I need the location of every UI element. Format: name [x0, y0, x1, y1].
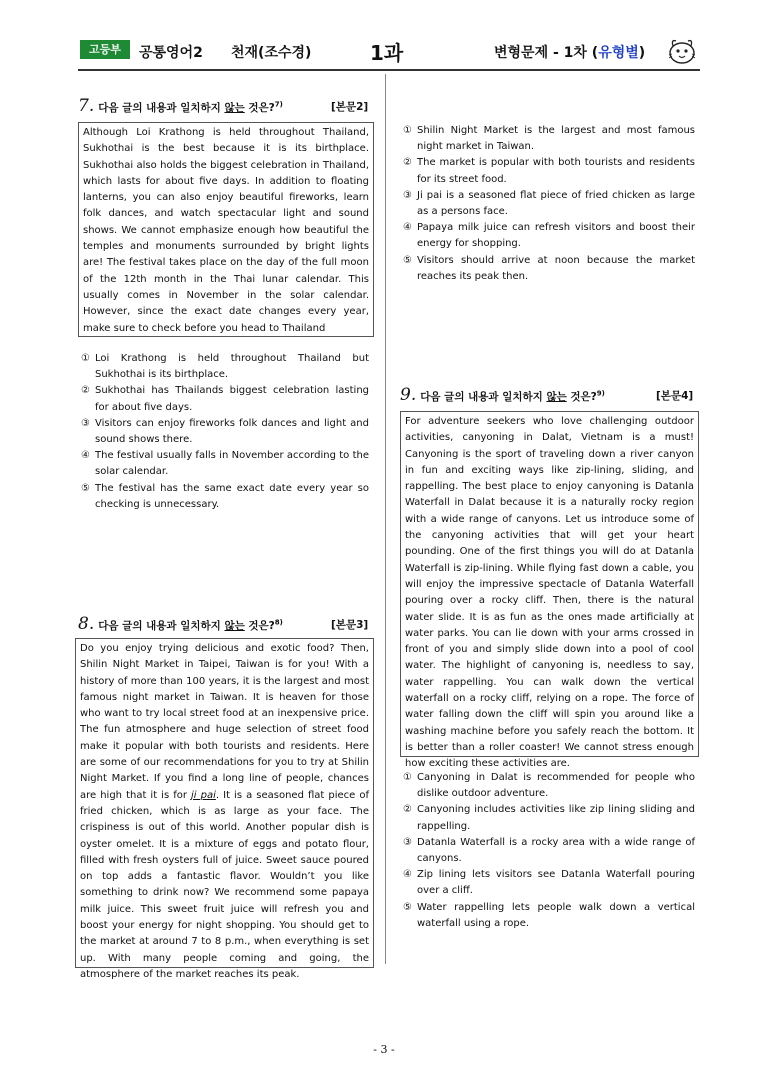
question-prompt-end: 것은?: [244, 102, 275, 114]
exam-type-prefix: 변형문제 - 1차 (: [494, 45, 599, 61]
cartoon-face-icon: [667, 36, 697, 66]
option-marker: ③: [403, 189, 412, 201]
question-prompt: 다음 글의 내용과 일치하지: [420, 391, 547, 403]
exam-type-highlight: 유형별: [598, 45, 639, 61]
answer-option[interactable]: [403, 123, 695, 155]
page-header: [78, 36, 700, 66]
subject-title: 공통영어2: [139, 45, 203, 61]
option-marker: ⑤: [403, 254, 412, 266]
passage-text: Do you enjoy trying delicious and exotic food? Then, Shilin Night Market in Taipei, Taiwan is for you! With a history of more than 100 years, it is the largest and most famous night market in Taiwan. It is heaven for those who want to try local street food at an inexpensive price. The fun atmosphere and huge selection of street food make it popular with both tourists and residents. Here are some of our recommendations for you to try at Shilin Night Market. If you find a long line of people, chances are high that it is for: [80, 643, 369, 801]
question-8-passage: [75, 638, 374, 980]
passage-emphasis: ji pai: [191, 789, 216, 801]
passage-text-continued: . It is a seasoned flat piece of fried chicken, which is as large as your face. The crispiness is out of this world. Another popular dish is oyster omelet. It is a mixture of eggs and potato flour, filled with fresh oysters full of juice. Sweet sauce poured on top adds a fantastic flavor. Wouldn’t you like something to drink now? We recommend some papaya milk juice. This sweet fruit juice will refresh you and boost your energy for night shopping. You should get to the market at around 7 to 8 p.m., when everything is set up. With many people coming and going, the atmosphere of the market reaches its peak.: [80, 789, 369, 980]
option-text: Papaya milk juice can refresh visitors and boost their energy for shopping.: [417, 222, 695, 250]
option-text: The festival has the same exact date every year so checking is unnecessary.: [95, 482, 369, 510]
footnote-marker: 7): [274, 100, 283, 109]
option-text: Visitors can enjoy fireworks folk dances and light and sound shows there.: [95, 417, 369, 446]
option-marker: ④: [81, 450, 90, 462]
option-marker: ⑤: [403, 901, 412, 913]
page-number: - 3 -: [373, 1043, 395, 1056]
option-marker: ②: [403, 157, 412, 169]
question-9-options: [403, 770, 695, 932]
option-text: Visitors should arrive at noon because the market reaches its peak then.: [417, 254, 695, 282]
option-text: Zip lining lets visitors see Datanla Waterfall pouring over a cliff.: [417, 869, 695, 897]
option-marker: ⑤: [81, 482, 90, 494]
answer-option[interactable]: [81, 416, 369, 448]
answer-option[interactable]: [403, 900, 695, 932]
passage-reference: [본문3]: [331, 619, 369, 631]
option-text: Water rappelling lets people walk down a vertical waterfall using a rope.: [417, 901, 695, 929]
publisher-name: 천재(조수경): [231, 45, 312, 61]
option-text: Canyoning in Dalat is recommended for people who dislike outdoor adventure.: [417, 772, 695, 800]
option-marker: ②: [403, 804, 412, 816]
answer-option[interactable]: [81, 481, 369, 513]
question-9-title: [400, 385, 696, 405]
option-text: Canyoning includes activities like zip lining sliding and rappelling.: [417, 804, 695, 832]
question-7-title: [78, 96, 368, 116]
question-prompt-end: 것은?: [244, 620, 275, 632]
footnote-marker: 9): [596, 389, 605, 398]
option-marker: ①: [81, 353, 90, 364]
option-text: Ji pai is a seasoned flat piece of fried chicken as large as a persons face.: [417, 189, 695, 218]
question-prompt-emphasis: 않는: [224, 102, 245, 114]
answer-option[interactable]: [403, 155, 695, 187]
passage-text: Although Loi Krathong is held throughout Thailand, Sukhothai is the best because it is its birthplace. Sukhothai also holds the biggest celebration in Thailand, which lasts for about five days. In addition to floating lanterns, you can also enjoy beautiful fireworks, learn folk dances, and watch spectacular light and sound shows. We cannot emphasize enough how beautiful the temples and monuments surrounded by bright lights are! The festival takes place on the day of the full moon of the 12th month in the Thai lunar calendar. This usually comes in November in the solar calendar. However, since the exact date changes every year, make sure to check before you head to Thailand: [83, 127, 369, 334]
question-9-passage: [400, 411, 699, 770]
answer-option[interactable]: [81, 448, 369, 480]
question-prompt-emphasis: 않는: [224, 620, 245, 632]
answer-option[interactable]: [403, 802, 695, 834]
exam-type-suffix: ): [638, 45, 646, 61]
question-number: 9.: [400, 385, 417, 405]
option-marker: ②: [81, 385, 90, 397]
option-text: Shilin Night Market is the largest and most famous night market in Taiwan.: [417, 125, 695, 153]
question-prompt: 다음 글의 내용과 일치하지: [98, 102, 225, 114]
answer-option[interactable]: [403, 835, 695, 867]
option-marker: ①: [403, 125, 412, 136]
passage-reference: [본문4]: [656, 390, 694, 402]
question-prompt-end: 것은?: [566, 391, 597, 403]
question-8-title: [78, 614, 368, 634]
footnote-marker: 8): [274, 618, 283, 627]
option-marker: ③: [81, 417, 90, 429]
header-divider: [78, 69, 700, 71]
exam-type: [494, 42, 645, 62]
question-7-options: [81, 351, 369, 513]
answer-option[interactable]: [81, 351, 369, 383]
answer-option[interactable]: [81, 383, 369, 415]
answer-option[interactable]: [403, 188, 695, 220]
option-text: Loi Krathong is held throughout Thailand but Sukhothai is its birthplace.: [95, 353, 369, 381]
question-prompt: 다음 글의 내용과 일치하지: [98, 620, 225, 632]
answer-option[interactable]: [403, 770, 695, 802]
question-7-passage: [78, 122, 374, 337]
answer-option[interactable]: [403, 867, 695, 899]
option-marker: ①: [403, 772, 412, 783]
grade-badge: 고등부: [80, 40, 130, 59]
question-prompt-emphasis: 않는: [546, 391, 567, 403]
passage-reference: [본문2]: [331, 101, 369, 113]
option-text: The festival usually falls in November according to the solar calendar.: [95, 450, 369, 478]
answer-option[interactable]: [403, 220, 695, 252]
answer-option[interactable]: [403, 253, 695, 285]
question-8-options: [403, 123, 695, 285]
option-marker: ④: [403, 222, 412, 234]
passage-text: For adventure seekers who love challenging outdoor activities, canyoning in Dalat, Vietnam is a must! Canyoning is the sport of traveling down a river canyon in fun and exciting ways like zip-lining, sliding, and rappelling. The best place to enjoy canyoning is Datanla Waterfall in Dalat because it is a naturally rocky region with a wide range of canyons. Let us introduce some of the canyoning activities that will get your heart pounding. One of the first things you will do at Datanla Waterfall is zip-lining. While flying fast down a cable, you will enjoy the impressive spectacle of Datanla Waterfall pouring over a rocky cliff. Then, there is the natural water slide. It is as fun as the ones made artificially at water parks. You can lie down with your arms crossed in front of you and simply slide down into a pool of cool water. The highlight of canyoning is, needless to say, water rappelling. You can walk down the vertical waterfall on a rocky cliff, relying on a rope. The force of water falling down the cliff will spin you around like a washing machine before you safely reach the bottom. It is better than a roller coaster! We cannot stress enough how exciting these activities are.: [405, 416, 694, 770]
option-marker: ④: [403, 869, 412, 881]
option-marker: ③: [403, 836, 412, 848]
option-text: The market is popular with both tourists and residents for its street food.: [417, 157, 695, 185]
option-text: Datanla Waterfall is a rocky area with a wide range of canyons.: [417, 836, 695, 865]
question-number: 8.: [78, 614, 95, 634]
question-number: 7.: [78, 96, 95, 116]
option-text: Sukhothai has Thailands biggest celebration lasting for about five days.: [95, 385, 369, 413]
column-divider: [385, 74, 386, 964]
lesson-title: 1과: [370, 41, 404, 65]
